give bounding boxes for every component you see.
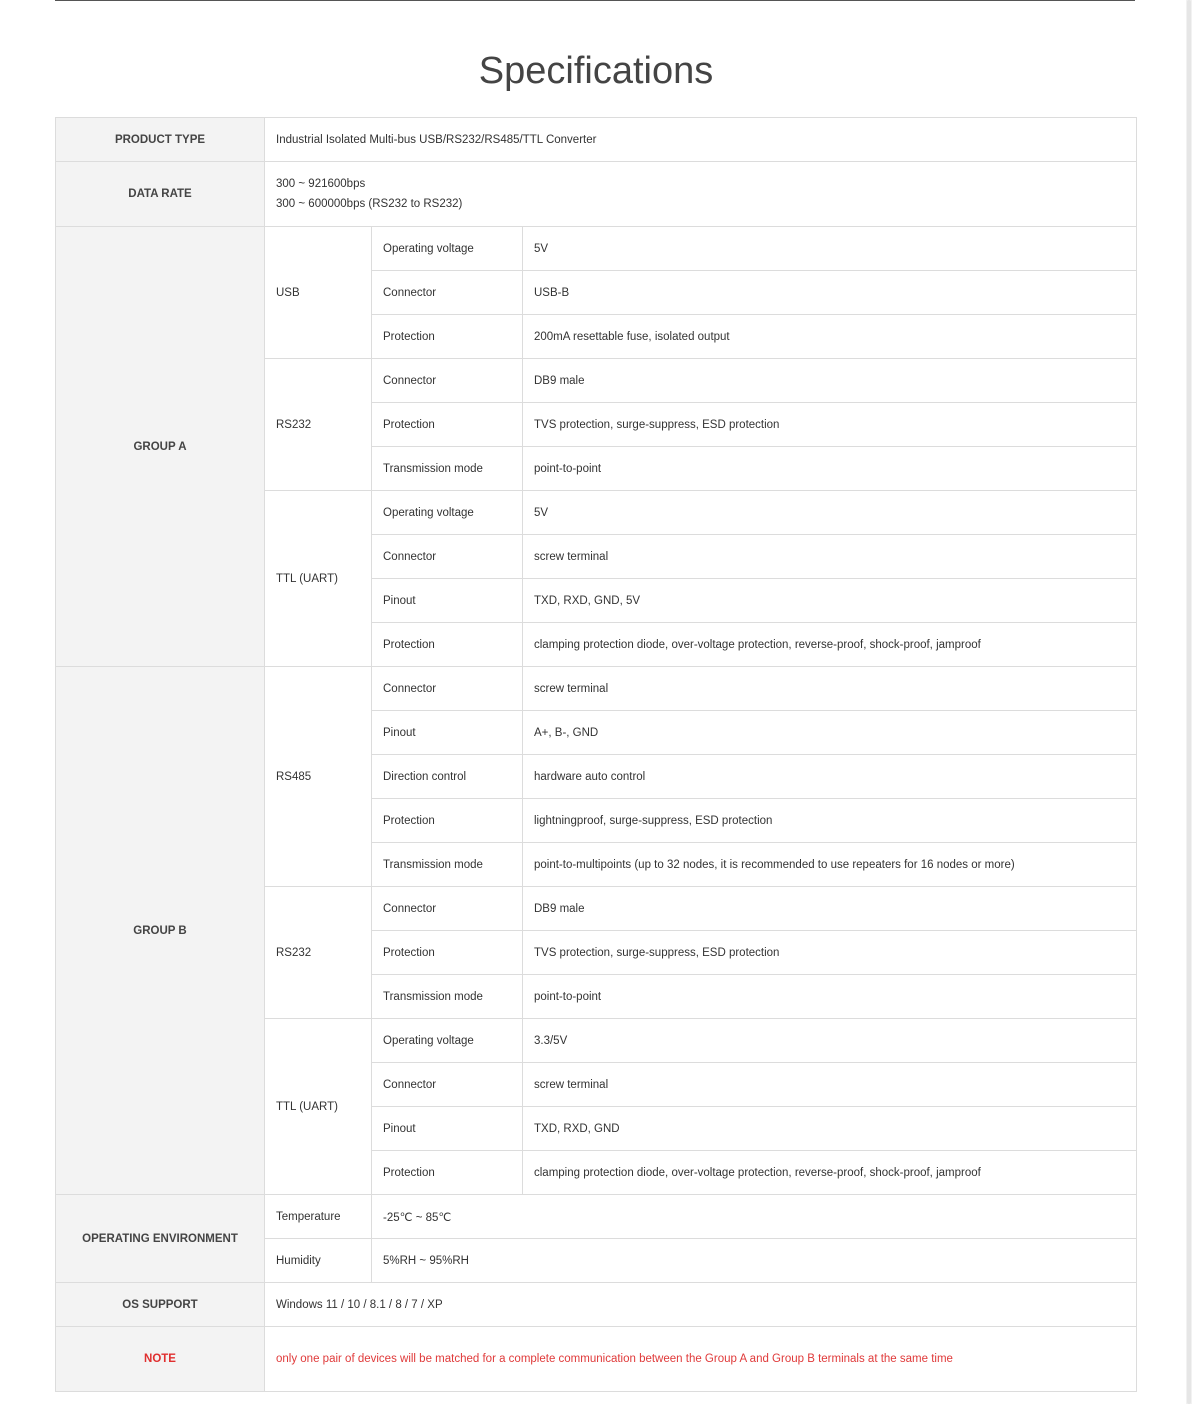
table-row xyxy=(56,1283,1137,1327)
interface-label-ttl: TTL (UART) xyxy=(265,1019,372,1195)
data-rate-value xyxy=(265,162,1137,227)
interface-label-rs232: RS232 xyxy=(265,887,372,1019)
interface-label-rs232: RS232 xyxy=(265,359,372,491)
spec-key: Connector xyxy=(372,535,523,579)
spec-key: Operating voltage xyxy=(372,227,523,271)
row-header-operating-environment: OPERATING ENVIRONMENT xyxy=(56,1195,265,1283)
spec-key: Transmission mode xyxy=(372,975,523,1019)
spec-key: Connector xyxy=(372,271,523,315)
spec-key: Protection xyxy=(372,623,523,667)
spec-key: Protection xyxy=(372,1151,523,1195)
spec-key: Operating voltage xyxy=(372,1019,523,1063)
spec-value: 3.3/5V xyxy=(523,1019,1137,1063)
spec-value: clamping protection diode, over-voltage protection, reverse-proof, shock-proof, jamproof xyxy=(523,1151,1137,1195)
spec-value: USB-B xyxy=(523,271,1137,315)
spec-key: Protection xyxy=(372,403,523,447)
row-header-group-b: GROUP B xyxy=(56,667,265,1195)
scrollbar[interactable] xyxy=(1186,0,1192,1404)
spec-value: TXD, RXD, GND, 5V xyxy=(523,579,1137,623)
table-row xyxy=(56,1327,1137,1392)
data-rate-line: 300 ~ 600000bps (RS232 to RS232) xyxy=(276,198,463,210)
spec-key: Transmission mode xyxy=(372,447,523,491)
spec-key: Pinout xyxy=(372,711,523,755)
spec-value: lightningproof, surge-suppress, ESD protection xyxy=(523,799,1137,843)
spec-value: TVS protection, surge-suppress, ESD protection xyxy=(523,931,1137,975)
spec-key: Connector xyxy=(372,667,523,711)
top-divider xyxy=(55,0,1135,1)
interface-label-ttl: TTL (UART) xyxy=(265,491,372,667)
spec-key: Protection xyxy=(372,315,523,359)
os-support-value: Windows 11 / 10 / 8.1 / 8 / 7 / XP xyxy=(265,1283,1137,1327)
spec-key: Protection xyxy=(372,799,523,843)
spec-value: point-to-point xyxy=(523,447,1137,491)
interface-label-rs485: RS485 xyxy=(265,667,372,887)
spec-key: Direction control xyxy=(372,755,523,799)
spec-value: 5V xyxy=(523,491,1137,535)
spec-value: screw terminal xyxy=(523,1063,1137,1107)
spec-key: Transmission mode xyxy=(372,843,523,887)
page-title: Specifications xyxy=(478,50,714,92)
spec-value: 5%RH ~ 95%RH xyxy=(372,1239,1137,1283)
spec-value: A+, B-, GND xyxy=(523,711,1137,755)
spec-value: hardware auto control xyxy=(523,755,1137,799)
spec-value: DB9 male xyxy=(523,887,1137,931)
spec-key: Connector xyxy=(372,887,523,931)
spec-key: Humidity xyxy=(265,1239,372,1283)
spec-key: Connector xyxy=(372,359,523,403)
table-row xyxy=(56,1195,1137,1239)
row-header-os-support: OS SUPPORT xyxy=(56,1283,265,1327)
note-value: only one pair of devices will be matched for a complete communication between the Group A and Group B terminals at the same time xyxy=(265,1327,1137,1392)
spec-value: 5V xyxy=(523,227,1137,271)
table-row xyxy=(56,118,1137,162)
spec-value: -25℃ ~ 85℃ xyxy=(372,1195,1137,1239)
table-row xyxy=(56,667,1137,711)
spec-key: Connector xyxy=(372,1063,523,1107)
spec-key: Temperature xyxy=(265,1195,372,1239)
row-header-group-a: GROUP A xyxy=(56,227,265,667)
table-row xyxy=(56,227,1137,271)
specifications-table xyxy=(55,117,1137,1392)
interface-label-usb: USB xyxy=(265,227,372,359)
spec-value: 200mA resettable fuse, isolated output xyxy=(523,315,1137,359)
product-type-value: Industrial Isolated Multi-bus USB/RS232/RS485/TTL Converter xyxy=(265,118,1137,162)
spec-value: clamping protection diode, over-voltage protection, reverse-proof, shock-proof, jamproof xyxy=(523,623,1137,667)
spec-key: Pinout xyxy=(372,579,523,623)
spec-key: Operating voltage xyxy=(372,491,523,535)
data-rate-line: 300 ~ 921600bps xyxy=(276,178,366,190)
spec-value: TXD, RXD, GND xyxy=(523,1107,1137,1151)
spec-value: point-to-multipoints (up to 32 nodes, it is recommended to use repeaters for 16 nodes or more) xyxy=(523,843,1137,887)
spec-key: Pinout xyxy=(372,1107,523,1151)
spec-key: Protection xyxy=(372,931,523,975)
row-header-product-type: PRODUCT TYPE xyxy=(56,118,265,162)
spec-value: screw terminal xyxy=(523,535,1137,579)
spec-value: screw terminal xyxy=(523,667,1137,711)
spec-value: point-to-point xyxy=(523,975,1137,1019)
spec-value: TVS protection, surge-suppress, ESD protection xyxy=(523,403,1137,447)
row-header-data-rate: DATA RATE xyxy=(56,162,265,227)
spec-value: DB9 male xyxy=(523,359,1137,403)
row-header-note: NOTE xyxy=(56,1327,265,1392)
table-row xyxy=(56,162,1137,227)
scrollbar-thumb[interactable] xyxy=(1187,0,1191,1404)
